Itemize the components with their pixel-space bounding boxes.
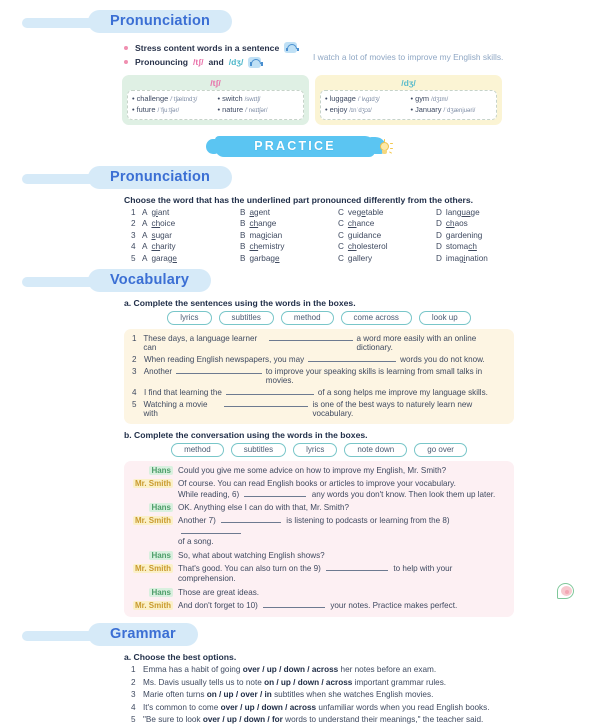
sentence-before: When reading English newspapers, you may: [144, 354, 305, 364]
question-number: 3: [131, 230, 136, 240]
mcq-row: [131, 208, 600, 217]
mcq-option[interactable]: [436, 219, 534, 228]
option-word: garbage: [249, 253, 280, 263]
phonetic-word: January: [415, 104, 442, 114]
dialogue-text: [178, 564, 506, 585]
option-word: sugar: [151, 230, 172, 240]
pronunciation-practice-header-wrap: [0, 166, 600, 189]
dialogue-text: [178, 516, 506, 548]
question-number: 5: [131, 253, 136, 263]
mcq-option[interactable]: [338, 219, 436, 228]
line-before: That's good. You can also turn on the 9): [178, 563, 321, 573]
mcq-option[interactable]: [338, 254, 436, 263]
dialogue-row: [132, 601, 506, 612]
phonetic-entry: [325, 94, 407, 103]
item-number: 5: [132, 399, 137, 409]
option-word: magician: [249, 230, 283, 240]
option-word: change: [249, 219, 277, 229]
phonetic-entry: [218, 94, 300, 103]
phonetic-column: [325, 94, 407, 116]
phonetic-column: [411, 94, 493, 116]
fill-blank-row: [132, 334, 506, 352]
option-letter: D: [436, 230, 442, 240]
option-letter: C: [338, 230, 344, 240]
option-letter: B: [240, 253, 246, 263]
sentence-before: These days, a language learner can: [143, 333, 258, 352]
conversation-panel: [124, 461, 514, 618]
option-letter: A: [142, 253, 148, 263]
headphone-icon[interactable]: [248, 57, 261, 68]
phonetic-entry: [132, 105, 214, 114]
phonetic-box-dzh: [315, 75, 502, 125]
mcq-row: [131, 254, 600, 263]
mcq-option[interactable]: [142, 208, 240, 217]
practice-banner: [0, 136, 600, 166]
section-header-pronunciation-practice: Pronunciation: [88, 166, 232, 189]
vocabulary-part-b-prompt: b. Complete the conversation using the words in the boxes.: [124, 429, 368, 440]
item-number: 1: [132, 333, 137, 343]
grammar-prompt: a. Choose the best options.: [124, 652, 237, 663]
bullet-dot-icon: •: [410, 104, 414, 114]
sentence-before: Watching a movie with: [143, 399, 208, 418]
mcq-row: [131, 242, 600, 251]
grammar-row: [131, 678, 600, 687]
phonetic-box-tsh: [122, 75, 309, 125]
option-letter: D: [436, 219, 442, 229]
grammar-list: [131, 665, 600, 724]
speaker-label: Mr. Smith: [134, 479, 171, 489]
bullet-dot-icon: [124, 60, 128, 64]
lightbulb-icon: [377, 140, 392, 157]
item-number: 4: [131, 702, 136, 712]
grammar-row: [131, 665, 600, 674]
grammar-options[interactable]: over / up / down / across: [220, 702, 317, 712]
mcq-option[interactable]: [338, 242, 436, 251]
option-letter: A: [142, 230, 148, 240]
grammar-before: Marie often turns: [143, 690, 205, 700]
option-letter: B: [240, 219, 246, 229]
sentence-after: a word more easily with an online dictionary.: [356, 333, 477, 352]
line-after: to help with your comprehension.: [178, 563, 453, 584]
flower-leaf-decoration-icon: [556, 580, 582, 604]
line-after: your notes. Practice makes perfect.: [330, 600, 458, 610]
phonetic-entry: [411, 105, 493, 114]
option-word: chance: [347, 219, 375, 229]
word-chip[interactable]: lyrics: [293, 443, 337, 457]
grammar-row: [131, 703, 600, 712]
option-letter: D: [436, 242, 442, 252]
grammar-options[interactable]: over / up / down / across: [242, 665, 339, 675]
word-chip[interactable]: note down: [344, 443, 407, 457]
option-word: imagination: [445, 253, 488, 263]
bullet-dot-icon: •: [410, 93, 414, 103]
option-letter: C: [338, 242, 344, 252]
question-number: 2: [131, 219, 136, 229]
dialogue-line: [178, 516, 506, 537]
grammar-before: Emma has a habit of going: [143, 665, 241, 675]
grammar-after: important grammar rules.: [354, 677, 447, 687]
pronunciation-practice-section: [0, 166, 600, 263]
speaker-label: Mr. Smith: [134, 516, 171, 526]
section-header-pronunciation-top: Pronunciation: [88, 10, 232, 33]
vocabulary-part-a-prompt: a. Complete the sentences using the words in the boxes.: [124, 297, 356, 308]
phonetic-box-title-dzh: /dʒ/: [401, 77, 416, 88]
option-word: charity: [151, 242, 176, 252]
dialogue-text: OK. Anything else I can do with that, Mr. Smith?: [178, 502, 349, 512]
phonetic-word: gym: [415, 93, 430, 103]
phonetic-ipa: /ˈdʒænjuəri/: [443, 107, 476, 114]
item-number: 2: [132, 354, 137, 364]
ipa-dzh-inline: /dʒ/: [228, 57, 244, 67]
sentence-after: words you do not know.: [400, 354, 485, 364]
worksheet-page: [0, 10, 600, 724]
dialogue-line: Of course. You can read English books or articles to improve your vocabulary.: [178, 479, 456, 489]
bullet-label-pronouncing-prefix: Pronouncing: [135, 57, 188, 67]
word-bank-a: [124, 311, 514, 325]
item-number: 1: [131, 665, 136, 675]
option-letter: D: [436, 253, 442, 263]
sentence-after: is one of the best ways to naturely learn new vocabulary.: [312, 399, 473, 418]
dialogue-row: [132, 479, 506, 500]
vocabulary-section: [0, 269, 600, 618]
sentence-before: I find that learning the: [144, 387, 222, 397]
phonetic-ipa: /ˈlʌɡɪdʒ/: [357, 96, 380, 103]
grammar-row: [131, 715, 600, 724]
phonetic-word: nature: [222, 104, 244, 114]
mcq-option[interactable]: [142, 242, 240, 251]
mcq-option[interactable]: [142, 254, 240, 263]
phonetic-column: [132, 94, 214, 116]
answer-blank[interactable]: [263, 601, 325, 608]
speaker-label: Hans: [151, 465, 171, 475]
item-number: 2: [131, 677, 136, 687]
speaker-label: Hans: [151, 550, 171, 560]
speaker-label: Hans: [151, 502, 171, 512]
headphone-icon[interactable]: [284, 42, 297, 53]
dialogue-line: of a song.: [178, 537, 214, 547]
option-letter: A: [142, 207, 148, 217]
speaker-label: Hans: [151, 587, 171, 597]
word-chip[interactable]: go over: [414, 443, 467, 457]
phonetic-tables: [122, 75, 502, 125]
mcq-option[interactable]: [338, 231, 436, 240]
phonetic-box-title-tsh: /tʃ/: [210, 77, 221, 88]
practice-label: PRACTICE: [254, 138, 336, 153]
phonetic-word: enjoy: [329, 104, 348, 114]
answer-blank[interactable]: [221, 516, 281, 523]
grammar-section: [0, 623, 600, 724]
option-word: cholesterol: [347, 242, 388, 252]
dialogue-row: [132, 503, 506, 514]
phonetic-word: future: [136, 104, 156, 114]
grammar-options[interactable]: on / up / over / in: [206, 690, 272, 700]
bullet-dot-icon: •: [217, 93, 221, 103]
mcq-option[interactable]: [240, 231, 338, 240]
dialogue-line: [178, 490, 495, 501]
pronunciation-header-wrap: [0, 10, 600, 33]
answer-blank[interactable]: [224, 400, 308, 407]
option-letter: B: [240, 207, 246, 217]
grammar-after: her notes before an exam.: [340, 665, 437, 675]
mcq-list: [131, 208, 600, 263]
option-letter: C: [338, 207, 344, 217]
phonetic-ipa: /ˈtʃælɪndʒ/: [170, 96, 198, 103]
speaker-label: Mr. Smith: [134, 600, 171, 610]
pronunciation-practice-prompt: Choose the word that has the underlined part pronounced differently from the others.: [124, 194, 474, 205]
grammar-before: Ms. Davis usually tells us to note: [143, 677, 262, 687]
mcq-option[interactable]: [436, 231, 534, 240]
bullet-label-and: and: [208, 57, 224, 67]
grammar-after: words to understand their meanings," the teacher said.: [285, 715, 484, 724]
option-word: chaos: [445, 219, 468, 229]
phonetic-word: switch: [222, 93, 243, 103]
option-word: guidance: [347, 230, 382, 240]
speaker-label: Mr. Smith: [134, 563, 171, 573]
phonetic-ipa: /ˈneɪtʃər/: [245, 107, 268, 114]
phonetic-entry: [325, 105, 407, 114]
dialogue-row: [132, 516, 506, 548]
bullet-dot-icon: •: [132, 104, 135, 114]
phonetic-column: [218, 94, 300, 116]
dialogue-text: So, what about watching English shows?: [178, 550, 325, 560]
mcq-option[interactable]: [240, 208, 338, 217]
bullet-dot-icon: •: [325, 104, 328, 114]
grammar-header-wrap: [0, 623, 600, 646]
word-chip[interactable]: subtitles: [231, 443, 286, 457]
answer-blank[interactable]: [326, 564, 388, 571]
mcq-option[interactable]: [436, 208, 534, 217]
mcq-option[interactable]: [338, 208, 436, 217]
phonetic-word: luggage: [329, 93, 356, 103]
dialogue-text: Could you give me some advice on how to improve my English, Mr. Smith?: [178, 465, 447, 475]
grammar-options[interactable]: on / up / down / across: [264, 677, 353, 687]
word-chip[interactable]: method: [171, 443, 224, 457]
option-letter: C: [338, 253, 344, 263]
bullet-label-stress: Stress content words in a sentence: [135, 42, 280, 53]
sentence-before: Another: [143, 366, 173, 376]
grammar-before: "Be sure to look: [143, 715, 201, 724]
mcq-row: [131, 231, 600, 240]
grammar-before: It's common to come: [143, 702, 219, 712]
option-letter: D: [436, 207, 442, 217]
dialogue-text: Those are great ideas.: [178, 587, 259, 597]
dialogue-text: [178, 601, 457, 612]
line-before: While reading, 6): [178, 489, 240, 499]
sentence-after: to improve your speaking skills is learning from small talks in movies.: [265, 366, 483, 385]
mcq-option[interactable]: [240, 242, 338, 251]
word-chip[interactable]: come across: [341, 311, 412, 325]
question-number: 1: [131, 207, 136, 217]
phonetic-entry: [411, 94, 493, 103]
word-chip[interactable]: subtitles: [219, 311, 274, 325]
vocabulary-sentences-panel: [124, 329, 514, 424]
line-before: And don't forget to 10): [178, 600, 258, 610]
phonetic-entry: [218, 105, 300, 114]
answer-blank[interactable]: [181, 527, 241, 534]
phonetic-ipa: /ˈfjuːtʃər/: [157, 107, 180, 114]
phonetic-word: challenge: [136, 93, 169, 103]
word-chip[interactable]: method: [281, 311, 334, 325]
option-word: stomach: [445, 242, 477, 252]
line-after: any words you don't know. Then look them up later.: [311, 489, 496, 499]
dialogue-row: [132, 564, 506, 585]
dialogue-row: [132, 466, 506, 477]
option-word: garage: [151, 253, 177, 263]
answer-blank[interactable]: [269, 334, 352, 341]
answer-blank[interactable]: [176, 367, 262, 374]
sentence-after: of a song helps me improve my language skills.: [317, 387, 488, 397]
option-word: gallery: [347, 253, 373, 263]
option-letter: C: [338, 219, 344, 229]
item-number: 3: [132, 366, 137, 376]
dialogue-text: [178, 479, 495, 500]
fill-blank-row: [132, 388, 506, 397]
answer-blank[interactable]: [308, 355, 396, 362]
grammar-options[interactable]: over / up / down / for: [202, 715, 283, 724]
grammar-after: unfamiliar words when you read English books.: [318, 702, 490, 712]
word-bank-b: [124, 443, 514, 457]
phonetic-box-body-tsh: [127, 90, 304, 120]
option-letter: A: [142, 242, 148, 252]
answer-blank[interactable]: [244, 490, 306, 497]
line-after: is listening to podcasts or learning from the 8): [286, 516, 450, 526]
item-number: 5: [131, 715, 136, 724]
bullet-dot-icon: •: [325, 93, 328, 103]
phonetic-entry: [132, 94, 214, 103]
mcq-option[interactable]: [436, 254, 534, 263]
section-header-grammar: Grammar: [88, 623, 198, 646]
dialogue-row: [132, 588, 506, 599]
fill-blank-row: [132, 400, 506, 418]
option-word: choice: [151, 219, 176, 229]
phonetic-box-body-dzh: [320, 90, 497, 120]
word-chip[interactable]: look up: [419, 311, 471, 325]
dialogue-row: [132, 551, 506, 562]
ipa-tsh-inline: /tʃ/: [193, 57, 204, 67]
option-word: vegetable: [347, 207, 384, 217]
section-header-vocabulary: Vocabulary: [88, 269, 211, 292]
grammar-after: subtitles when she watches English movies.: [274, 690, 434, 700]
option-letter: B: [240, 230, 246, 240]
phonetic-ipa: /swɪtʃ/: [244, 96, 261, 103]
bullet-dot-icon: •: [132, 93, 135, 103]
top-pronunciation-section: [0, 10, 600, 125]
mcq-option[interactable]: [240, 219, 338, 228]
item-number: 4: [132, 387, 137, 397]
mcq-option[interactable]: [240, 254, 338, 263]
option-word: language: [445, 207, 480, 217]
grammar-row: [131, 690, 600, 699]
phonetic-ipa: /ɪnˈdʒɔɪ/: [349, 107, 372, 114]
mcq-option[interactable]: [142, 219, 240, 228]
phonetic-ipa: /dʒɪm/: [431, 96, 449, 103]
mcq-option[interactable]: [142, 231, 240, 240]
mcq-option[interactable]: [436, 242, 534, 251]
line-before: Another 7): [178, 516, 216, 526]
vocabulary-header-wrap: [0, 269, 600, 292]
mcq-row: [131, 219, 600, 228]
option-letter: B: [240, 242, 246, 252]
option-word: chemistry: [249, 242, 285, 252]
fill-blank-row: [132, 355, 506, 364]
bullet-dot-icon: •: [217, 104, 221, 114]
word-chip[interactable]: lyrics: [167, 311, 211, 325]
sample-sentence: I watch a lot of movies to improve my English skills.: [313, 52, 504, 62]
answer-blank[interactable]: [226, 388, 314, 395]
question-number: 4: [131, 242, 136, 252]
bullet-dot-icon: [124, 46, 128, 50]
fill-blank-row: [132, 367, 506, 385]
item-number: 3: [131, 690, 136, 700]
option-letter: A: [142, 219, 148, 229]
option-word: giant: [151, 207, 170, 217]
option-word: agent: [249, 207, 270, 217]
option-word: gardening: [445, 230, 483, 240]
